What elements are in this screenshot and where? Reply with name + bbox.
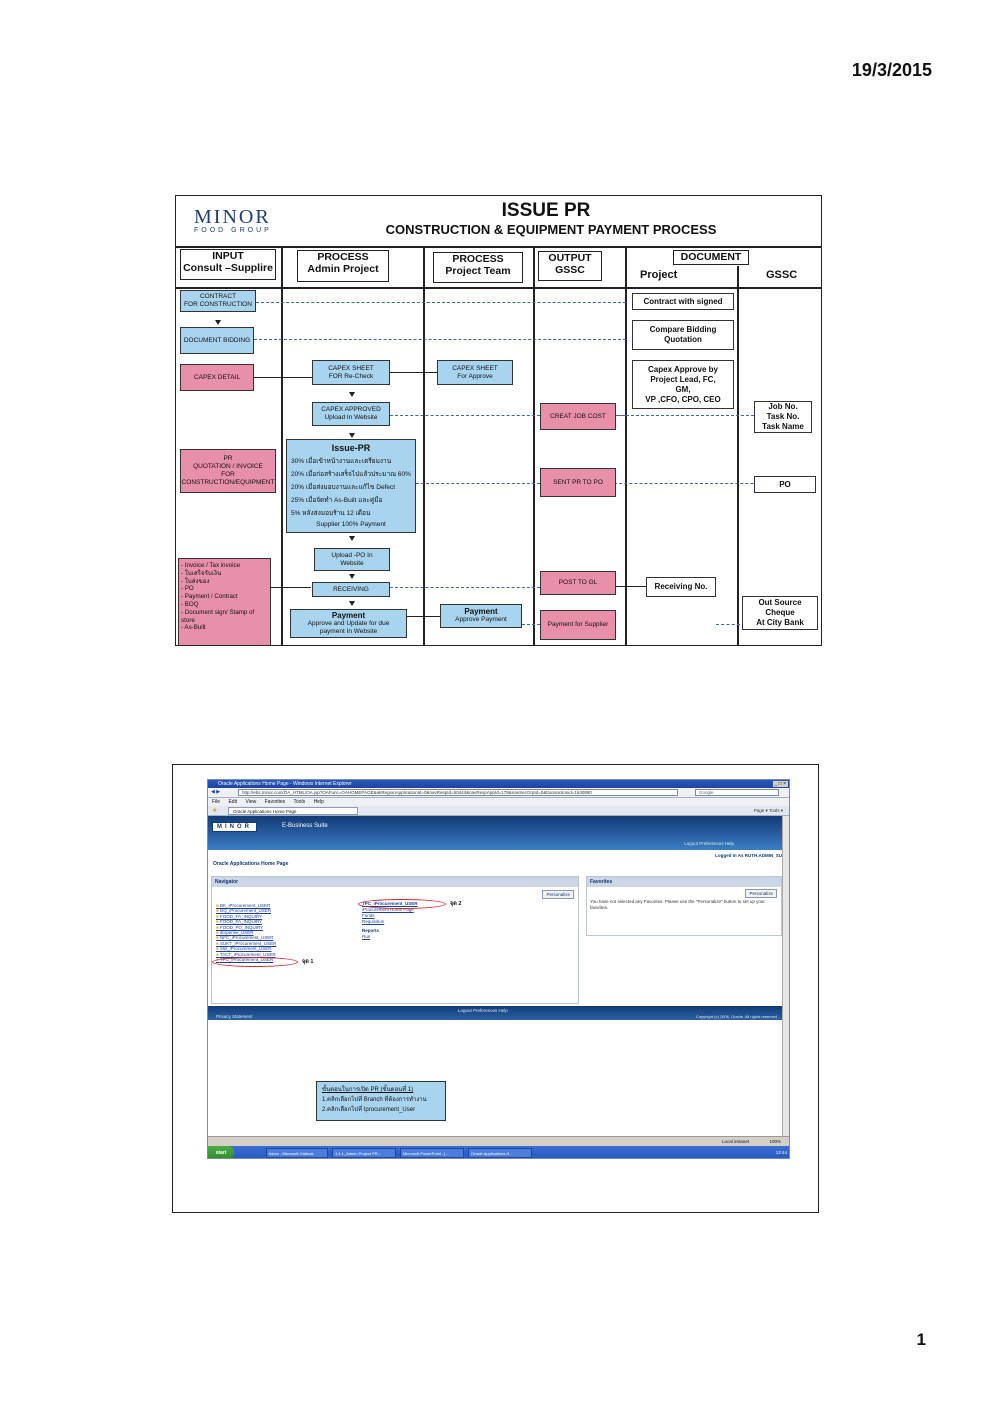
post-to-gl-box: POST TO GL	[540, 571, 616, 595]
oracle-app-body	[208, 816, 784, 1136]
responsibility-item[interactable]: ■ FOOD_PO_INQUIRY	[216, 925, 276, 930]
taskbar-item[interactable]: Inbox - Microsoft Outlook	[266, 1148, 328, 1158]
responsibility-item[interactable]: ■ NFC_iProcurement_USER	[216, 935, 276, 940]
selected-responsibility[interactable]: TPC_iProcurement_USER	[362, 901, 418, 906]
create-job-cost-box: CREAT JOB COST	[540, 403, 616, 430]
page-number: 1	[916, 1330, 926, 1349]
column-divider	[737, 266, 739, 646]
menu-edit[interactable]: Edit	[228, 799, 238, 805]
minor-logo: MINOR	[212, 822, 257, 832]
privacy-link[interactable]: Privacy Statement	[216, 1014, 253, 1019]
capex-detail-box: CAPEX DETAIL	[180, 364, 254, 391]
responsibility-item[interactable]: ■ DQ_iProcurement_USER	[216, 908, 276, 913]
capex-approved-box: CAPEX APPROVED Upload In Website	[312, 402, 390, 426]
menu-file[interactable]: File	[212, 799, 221, 805]
sent-pr-to-po-box: SENT PR TO PO	[540, 468, 616, 497]
arrow-down-icon	[349, 433, 355, 438]
issue-pr-line: 5% หลังส่งมอบร้าน 12 เดือน	[291, 510, 371, 517]
mark-2-label: จุด 2	[450, 901, 462, 907]
responsibility-item[interactable]: ■ FOOD_FA_INQUIRY	[216, 914, 276, 919]
contract-signed-doc: Contract with signed	[632, 293, 734, 310]
oracle-screenshot-slide	[172, 764, 819, 1213]
search-input[interactable]: Google	[695, 789, 779, 796]
home-page-title: Oracle Applications Home Page	[213, 861, 289, 867]
arrow-line	[390, 372, 437, 373]
flow-line	[254, 339, 626, 340]
zoom-level[interactable]: 100%	[769, 1139, 781, 1144]
flow-line	[390, 587, 540, 588]
responsibility-item[interactable]: ■ SUKT_iProcurement_USER	[216, 941, 276, 946]
arrow-line	[254, 377, 312, 378]
flow-line	[256, 302, 626, 303]
receiving-box: RECEIVING	[312, 582, 390, 597]
arrow-line	[271, 587, 311, 588]
arrow-line	[616, 586, 646, 587]
responsibility-item[interactable]: ■ TACT_iProcurement_USER	[216, 952, 276, 957]
navigator-panel	[211, 876, 579, 1004]
favorites-personalize-button[interactable]: Personalize	[745, 889, 777, 898]
page-date: 19/3/2015	[851, 60, 932, 80]
responsibility-item[interactable]: ■ iExpense_USER	[216, 930, 276, 935]
header-document: DOCUMENT	[673, 250, 749, 265]
zone-status: Local intranet	[721, 1139, 749, 1144]
ebs-label: E-Business Suite	[282, 823, 328, 829]
vertical-scrollbar[interactable]	[782, 816, 789, 1136]
issue-pr-line: 25% เมื่อจัดทำ As-Built และคู่มือ	[291, 497, 383, 504]
highlight-oval-2	[358, 899, 446, 909]
header-input: INPUT Consult –Supplire	[180, 249, 276, 280]
tab-bar	[208, 806, 789, 816]
header-output: OUTPUT GSSC	[538, 251, 602, 281]
highlight-oval-1	[212, 957, 298, 967]
tab-oracle-home[interactable]: Oracle Applications Home Page	[228, 807, 358, 815]
contract-construction-box: CONTRACT FOR CONSTRUCTION	[180, 290, 256, 312]
header-links[interactable]: Logout Preferences Help	[684, 841, 734, 846]
favorites-header: Favorites	[587, 877, 781, 887]
arrow-down-icon	[215, 320, 221, 325]
header-doc-project: Project	[640, 269, 678, 281]
capex-sheet-recheck-box: CAPEX SHEET FOR Re-Check	[312, 360, 390, 385]
header-divider	[176, 246, 822, 248]
capex-approve-doc: Capex Approve by Project Lead, FC, GM, VP ,CFO, CPO, CEO	[632, 360, 734, 409]
logged-in-label: Logged In As RUTH.ADMIN_SU	[715, 853, 782, 858]
url-input[interactable]: http://ebs.minor.com/OA_HTML/OA.jsp?OAFunc=OAHOMEPAGE&akRegionApplicationId=0&navRespId=50444&navRespAppId=178&navSecGrpId=0&transactionid=1640880	[238, 789, 678, 796]
header-bottom-divider	[176, 287, 822, 289]
outsource-cheque-doc: Out Source Cheque At City Bank	[742, 596, 818, 630]
flow-line	[616, 415, 754, 416]
taskbar-item[interactable]: Microsoft PowerPoint - [...	[400, 1148, 464, 1158]
arrow-down-icon	[349, 574, 355, 579]
menu-help[interactable]: Help	[313, 799, 324, 805]
header-process-team: PROCESS Project Team	[433, 252, 523, 283]
receiving-no-doc: Receiving No.	[646, 577, 716, 597]
payment-approve-box: Payment Approve Payment	[440, 604, 522, 628]
flow-line	[522, 624, 540, 625]
navigator-header: Navigator	[212, 877, 578, 887]
responsibility-item[interactable]: ■ BK_iProcurement_USER	[216, 903, 276, 908]
menu-bar	[208, 798, 789, 806]
process-flow-slide	[175, 195, 822, 646]
header-doc-gssc: GSSC	[766, 269, 798, 281]
po-doc: PO	[754, 476, 816, 493]
menu-view[interactable]: View	[245, 799, 257, 805]
status-bar	[208, 1136, 789, 1146]
taskbar-item[interactable]: 1.1.1_Admin Project PR...	[332, 1148, 396, 1158]
column-divider	[533, 246, 535, 646]
step-item: 2.คลิกเลือกไปที่ Iprocurement_User	[322, 1107, 416, 1113]
steps-title: ขั้นตอนในการเปิด PR (ขั้นตอนที่ 1)	[322, 1087, 414, 1093]
function-link[interactable]: Requisition	[362, 919, 385, 924]
favorites-empty-text: You have not selected any Favorites. Please use the "Personalize" button to set up your favorites.	[590, 899, 765, 910]
responsibility-item[interactable]: ■ SW_iProcurement_USER	[216, 946, 276, 951]
windows-taskbar	[208, 1146, 789, 1159]
flow-line	[416, 483, 540, 484]
minor-food-group-logo	[194, 206, 272, 234]
responsibility-item[interactable]: ■ FOOD_FA_INQUIRY	[216, 919, 276, 924]
logo-sub: FOOD GROUP	[194, 227, 272, 234]
favorites-panel	[586, 876, 782, 936]
favorites-star-icon[interactable]: ★	[212, 808, 218, 814]
payment-for-supplier-box: Payment for Supplier	[540, 610, 616, 640]
pr-quotation-box: PR QUOTATION / INVOICE FOR CONSTRUCTION/EQUIPMENT	[180, 449, 276, 493]
function-link[interactable]: Funds	[362, 913, 375, 918]
issue-pr-title: Issue-PR	[331, 443, 371, 453]
issue-pr-line: 20% เมื่อก่อสร้างเสร็จไปแล้วประมาณ 60%	[291, 471, 411, 478]
mark-1-label: จุด 1	[302, 959, 314, 965]
compare-bidding-doc: Compare Bidding Quotation	[632, 320, 734, 350]
footer-links[interactable]: Logout Preferences Help	[458, 1008, 508, 1013]
header-process-admin: PROCESS Admin Project	[297, 250, 389, 282]
issue-pr-line: 30% เมื่อเข้าหน้างานและเตรียมงาน	[291, 458, 392, 465]
responsibility-item[interactable]: ■ TPC_iProcurement_USER	[216, 957, 276, 962]
issue-pr-line: 20% เมื่อส่งมอบงานและแก้ไข Defect	[291, 484, 396, 491]
report-run-link[interactable]: Run	[362, 934, 371, 939]
logo-name: MINOR	[194, 206, 271, 228]
steps-callout	[316, 1081, 446, 1121]
responsibility-list	[216, 903, 276, 962]
personalize-button[interactable]: Personalize	[542, 890, 574, 899]
menu-favorites[interactable]: Favorites	[264, 799, 286, 805]
start-button[interactable]: start	[208, 1146, 234, 1159]
column-divider	[281, 246, 283, 646]
slide-subtitle: CONSTRUCTION & EQUIPMENT PAYMENT PROCESS	[385, 222, 717, 237]
reports-label: Reports	[362, 928, 380, 933]
menu-tools[interactable]: Tools	[293, 799, 306, 805]
copyright-text: Copyright (c) 2006, Oracle. All rights reserved.	[695, 1014, 778, 1019]
document-bidding-box: DOCUMENT BIDDING	[180, 327, 254, 354]
issue-pr-footer: Supplier 100% Payment	[316, 521, 386, 528]
taskbar-item[interactable]: Oracle Applications H...	[468, 1148, 532, 1158]
job-task-doc: Job No. Task No. Task Name	[754, 401, 812, 433]
window-controls[interactable]: _ □ ×	[774, 781, 786, 787]
back-forward-icon[interactable]: ◀ ▶	[211, 789, 221, 795]
upload-po-box: Upload -PO In Website	[314, 548, 390, 571]
window-titlebar: Oracle Applications Home Page - Windows Internet Explorer	[208, 780, 789, 788]
browser-window	[207, 779, 790, 1159]
slide-title: ISSUE PR	[501, 200, 591, 221]
function-link[interactable]: iProcurement Home Page	[362, 907, 414, 912]
capex-sheet-approve-box: CAPEX SHEET For Approve	[437, 360, 513, 385]
address-bar	[208, 788, 789, 798]
arrow-down-icon	[349, 601, 355, 606]
arrow-down-icon	[349, 536, 355, 541]
issue-pr-box	[286, 439, 416, 533]
payment-documents-list: - Invoice / Tax invoice - ใบเสร็จรับเงิน - ใบส่งของ - PO - Payment / Contract - BOQ - Document sign/ Stamp of store - As-Built	[178, 558, 271, 646]
oracle-header	[208, 816, 784, 850]
step-item: 1.คลิกเลือกไปที่ Branch ที่ต้องการทำงาน	[322, 1097, 427, 1103]
arrow-down-icon	[349, 392, 355, 397]
flow-line	[390, 415, 540, 416]
clock: 12:44	[775, 1150, 787, 1155]
payment-update-box: Payment Approve and Update for due payment In Website	[290, 609, 407, 638]
arrow-line	[407, 616, 440, 617]
column-divider	[423, 246, 425, 646]
page-tools[interactable]: Page ▾ Tools ▾	[753, 808, 783, 813]
oracle-footer	[208, 1006, 784, 1020]
